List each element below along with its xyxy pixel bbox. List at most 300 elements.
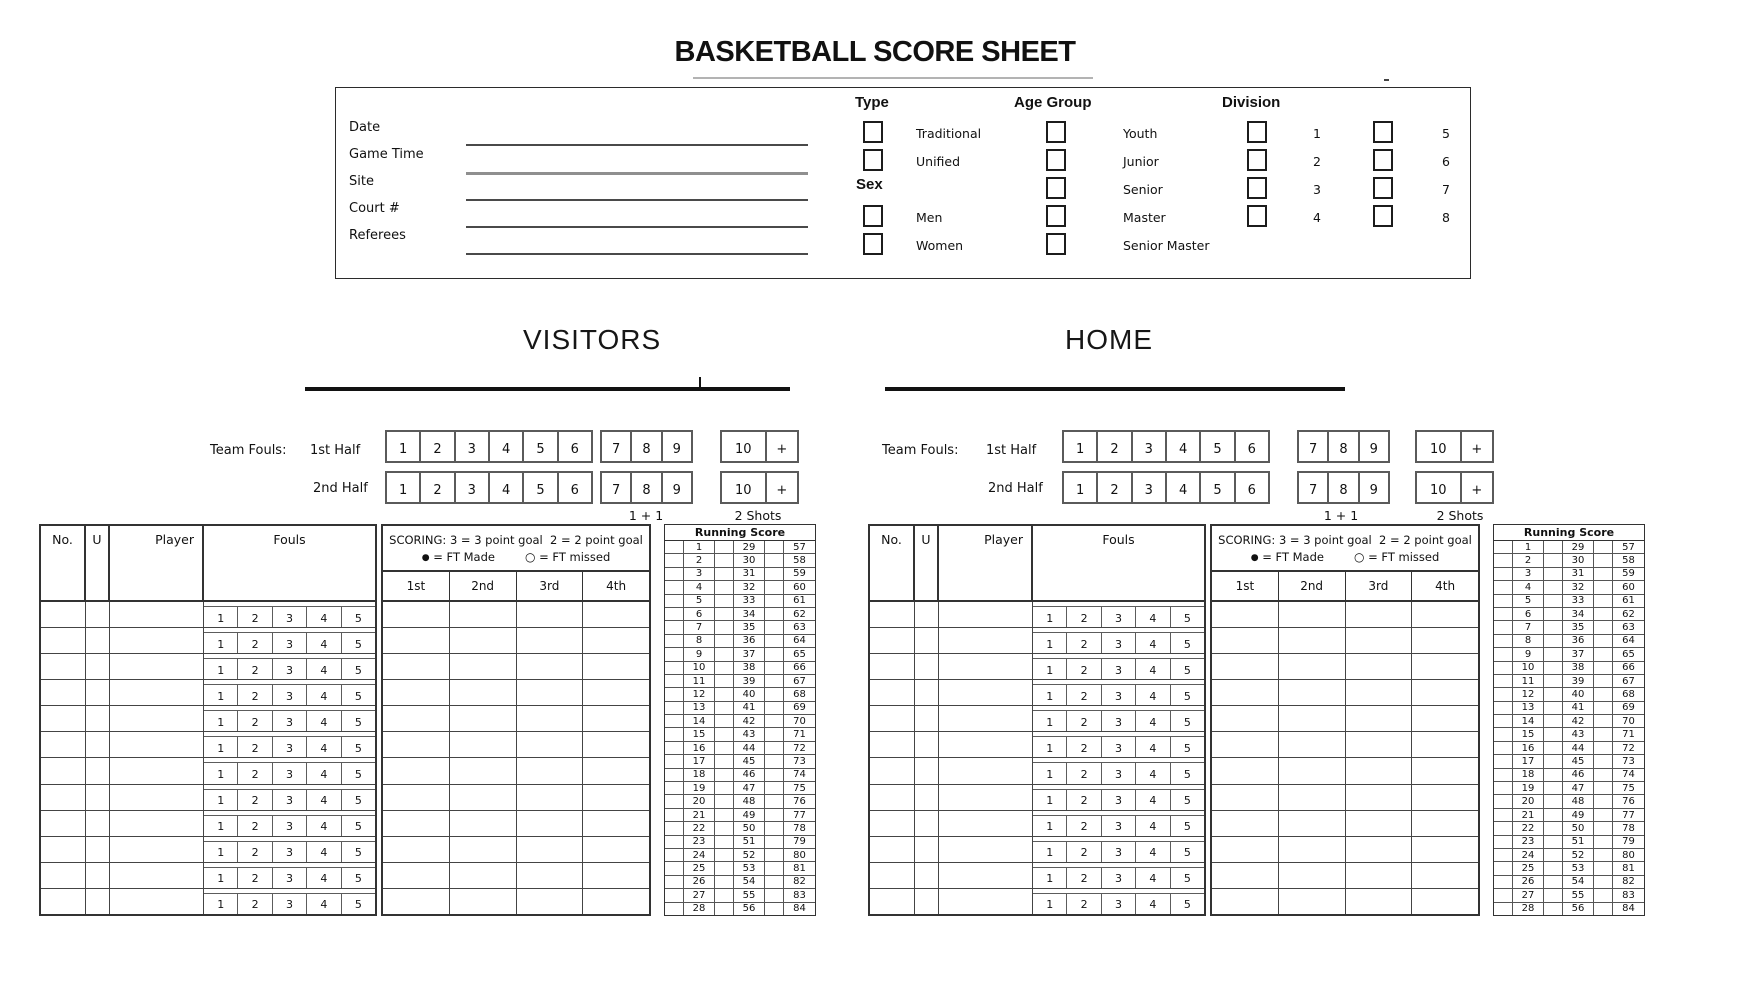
running-score-mark-cell[interactable] [1594,809,1613,821]
foul-box-2[interactable]: 2 [1067,737,1101,757]
foul-box-1[interactable]: 1 [204,737,238,757]
running-score-number[interactable]: 49 [1563,809,1594,821]
team-foul-box-2[interactable]: 2 [1096,473,1130,502]
player-name-cell[interactable] [110,837,204,862]
unified-cell[interactable] [915,602,939,627]
foul-box-3[interactable]: 3 [1102,659,1136,679]
running-score-number[interactable]: 51 [734,836,765,848]
game-time-field[interactable] [466,172,808,175]
foul-box-1[interactable]: 1 [204,790,238,810]
running-score-mark-cell[interactable] [1494,876,1513,888]
men-checkbox[interactable] [863,205,883,227]
running-score-mark-cell[interactable] [1544,715,1563,727]
team-foul-box-4[interactable]: 4 [488,473,522,502]
running-score-mark-cell[interactable] [1544,635,1563,647]
running-score-number[interactable]: 65 [793,648,806,660]
running-score-number[interactable]: 24 [684,849,715,861]
foul-box-1[interactable]: 1 [204,763,238,783]
running-score-mark-cell[interactable] [665,809,684,821]
score-entry-cell[interactable] [383,758,450,783]
team-foul-box-6[interactable]: 6 [1234,432,1268,461]
score-entry-cell[interactable] [383,811,450,836]
running-score-number[interactable]: 76 [1622,796,1635,808]
running-score-number[interactable]: 21 [684,809,715,821]
foul-box-3[interactable]: 3 [1102,763,1136,783]
running-score-mark-cell[interactable] [1594,621,1613,633]
running-score-mark-cell[interactable] [765,581,784,593]
running-score-mark-cell[interactable] [1594,608,1613,620]
running-score-number[interactable]: 3 [684,568,715,580]
court-number-field[interactable] [466,226,808,228]
running-score-mark-cell[interactable] [1544,809,1563,821]
score-entry-cell[interactable] [1212,889,1279,914]
foul-box-2[interactable]: 2 [1067,842,1101,862]
score-entry-cell[interactable] [383,706,450,731]
running-score-number[interactable]: 66 [793,662,806,674]
score-entry-cell[interactable] [1346,785,1413,810]
score-entry-cell[interactable] [583,758,649,783]
score-entry-cell[interactable] [1212,785,1279,810]
foul-box-2[interactable]: 2 [238,607,272,627]
player-number-cell[interactable] [870,602,915,627]
running-score-number[interactable]: 43 [734,728,765,740]
player-number-cell[interactable] [41,889,86,914]
player-name-cell[interactable] [939,602,1033,627]
foul-box-4[interactable]: 4 [1136,763,1170,783]
foul-box-2[interactable]: 2 [238,659,272,679]
running-score-mark-cell[interactable] [1594,782,1613,794]
foul-box-4[interactable]: 4 [307,868,341,888]
team-foul-box-2[interactable]: 2 [419,432,453,461]
running-score-mark-cell[interactable] [765,876,784,888]
running-score-number[interactable]: 25 [1513,862,1544,874]
running-score-mark-cell[interactable] [1594,675,1613,687]
running-score-number[interactable]: 58 [1622,555,1635,567]
running-score-mark-cell[interactable] [1494,581,1513,593]
team-foul-box-10[interactable]: 10 [735,442,752,457]
score-entry-cell[interactable] [1212,680,1279,705]
running-score-mark-cell[interactable] [665,608,684,620]
running-score-number[interactable]: 68 [1622,688,1635,700]
foul-box-4[interactable]: 4 [1136,868,1170,888]
player-name-cell[interactable] [110,654,204,679]
running-score-number[interactable]: 22 [684,822,715,834]
foul-box-2[interactable]: 2 [1067,816,1101,836]
senior-checkbox[interactable] [1046,177,1066,199]
running-score-mark-cell[interactable] [1494,608,1513,620]
running-score-mark-cell[interactable] [665,782,684,794]
running-score-number[interactable]: 56 [734,903,765,915]
score-entry-cell[interactable] [1346,863,1413,888]
running-score-mark-cell[interactable] [765,554,784,566]
foul-box-1[interactable]: 1 [1033,659,1067,679]
player-name-cell[interactable] [939,837,1033,862]
score-entry-cell[interactable] [583,680,649,705]
running-score-mark-cell[interactable] [1544,662,1563,674]
running-score-number[interactable]: 57 [1622,541,1635,553]
score-entry-cell[interactable] [583,654,649,679]
running-score-mark-cell[interactable] [1494,822,1513,834]
team-foul-box-+[interactable]: + [1460,473,1492,502]
score-entry-cell[interactable] [1279,680,1346,705]
player-number-cell[interactable] [41,602,86,627]
running-score-number[interactable]: 84 [1622,903,1635,915]
score-entry-cell[interactable] [450,811,517,836]
running-score-number[interactable]: 63 [1622,622,1635,634]
running-score-mark-cell[interactable] [1594,595,1613,607]
unified-cell[interactable] [915,628,939,653]
running-score-number[interactable]: 9 [1513,648,1544,660]
foul-box-2[interactable]: 2 [238,816,272,836]
team-foul-box-6[interactable]: 6 [1234,473,1268,502]
foul-box-2[interactable]: 2 [238,763,272,783]
running-score-mark-cell[interactable] [1594,889,1613,901]
score-entry-cell[interactable] [1212,837,1279,862]
foul-box-1[interactable]: 1 [1033,763,1067,783]
team-foul-box-+[interactable]: + [765,473,797,502]
score-entry-cell[interactable] [1346,706,1413,731]
youth-checkbox[interactable] [1046,121,1066,143]
foul-box-1[interactable]: 1 [204,842,238,862]
running-score-mark-cell[interactable] [1544,595,1563,607]
foul-box-5[interactable]: 5 [1183,820,1191,834]
score-entry-cell[interactable] [1279,628,1346,653]
unified-cell[interactable] [915,837,939,862]
foul-box-3[interactable]: 3 [1102,816,1136,836]
unified-cell[interactable] [915,889,939,914]
score-entry-cell[interactable] [1412,863,1478,888]
running-score-number[interactable]: 74 [1622,769,1635,781]
player-name-cell[interactable] [939,785,1033,810]
running-score-number[interactable]: 46 [734,769,765,781]
running-score-mark-cell[interactable] [715,862,734,874]
running-score-mark-cell[interactable] [1494,662,1513,674]
team-foul-box-4[interactable]: 4 [1165,432,1199,461]
running-score-number[interactable]: 24 [1513,849,1544,861]
running-score-number[interactable]: 48 [1563,795,1594,807]
running-score-number[interactable]: 19 [684,782,715,794]
player-number-cell[interactable] [41,837,86,862]
running-score-number[interactable]: 20 [1513,795,1544,807]
running-score-mark-cell[interactable] [765,755,784,767]
unified-cell[interactable] [86,811,110,836]
running-score-mark-cell[interactable] [1544,554,1563,566]
team-foul-box-+[interactable]: + [1460,432,1492,461]
score-entry-cell[interactable] [383,680,450,705]
player-name-cell[interactable] [110,732,204,757]
running-score-mark-cell[interactable] [715,702,734,714]
running-score-mark-cell[interactable] [665,621,684,633]
foul-box-3[interactable]: 3 [273,659,307,679]
running-score-mark-cell[interactable] [1544,648,1563,660]
running-score-number[interactable]: 67 [793,675,806,687]
score-entry-cell[interactable] [583,785,649,810]
foul-box-5[interactable]: 5 [354,768,362,781]
running-score-number[interactable]: 34 [734,608,765,620]
score-entry-cell[interactable] [1346,889,1413,914]
team-foul-box-5[interactable]: 5 [1199,432,1233,461]
team-foul-box-10[interactable]: 10 [1430,442,1447,457]
running-score-mark-cell[interactable] [1594,635,1613,647]
running-score-number[interactable]: 61 [1622,595,1635,607]
running-score-mark-cell[interactable] [715,836,734,848]
score-entry-cell[interactable] [1412,889,1478,914]
foul-box-3[interactable]: 3 [1102,790,1136,810]
running-score-mark-cell[interactable] [1544,876,1563,888]
score-entry-cell[interactable] [450,732,517,757]
running-score-number[interactable]: 60 [793,581,806,593]
team-foul-box-3[interactable]: 3 [454,473,488,502]
running-score-mark-cell[interactable] [715,849,734,861]
foul-box-2[interactable]: 2 [238,685,272,705]
running-score-mark-cell[interactable] [665,903,684,915]
running-score-mark-cell[interactable] [665,755,684,767]
foul-box-3[interactable]: 3 [273,894,307,914]
running-score-number[interactable]: 34 [1563,608,1594,620]
foul-box-3[interactable]: 3 [273,868,307,888]
score-entry-cell[interactable] [517,680,584,705]
running-score-number[interactable]: 26 [684,876,715,888]
score-entry-cell[interactable] [583,628,649,653]
running-score-number[interactable]: 28 [684,903,715,915]
running-score-number[interactable]: 18 [1513,769,1544,781]
running-score-mark-cell[interactable] [665,889,684,901]
foul-box-2[interactable]: 2 [1067,868,1101,888]
score-entry-cell[interactable] [517,628,584,653]
running-score-number[interactable]: 65 [1622,648,1635,660]
foul-box-2[interactable]: 2 [1067,607,1101,627]
foul-box-2[interactable]: 2 [1067,790,1101,810]
running-score-number[interactable]: 8 [684,635,715,647]
foul-box-5[interactable]: 5 [1183,637,1191,651]
running-score-number[interactable]: 45 [1563,755,1594,767]
score-entry-cell[interactable] [450,628,517,653]
unified-cell[interactable] [86,628,110,653]
foul-box-4[interactable]: 4 [307,763,341,783]
running-score-mark-cell[interactable] [1594,862,1613,874]
foul-box-1[interactable]: 1 [204,633,238,653]
running-score-mark-cell[interactable] [1544,769,1563,781]
score-entry-cell[interactable] [1346,602,1413,627]
foul-box-2[interactable]: 2 [1067,894,1101,914]
running-score-number[interactable]: 68 [793,688,806,700]
team-foul-box-1[interactable]: 1 [399,442,408,457]
running-score-mark-cell[interactable] [1544,608,1563,620]
running-score-number[interactable]: 79 [1622,836,1635,848]
running-score-mark-cell[interactable] [665,675,684,687]
running-score-number[interactable]: 73 [1622,755,1635,767]
running-score-mark-cell[interactable] [765,809,784,821]
foul-box-4[interactable]: 4 [1136,737,1170,757]
division-7-checkbox[interactable] [1373,177,1393,199]
foul-box-3[interactable]: 3 [273,737,307,757]
site-field[interactable] [466,199,808,201]
foul-box-5[interactable]: 5 [354,663,362,677]
running-score-mark-cell[interactable] [1544,728,1563,740]
player-number-cell[interactable] [870,811,915,836]
score-entry-cell[interactable] [1279,785,1346,810]
foul-box-4[interactable]: 4 [1136,816,1170,836]
running-score-mark-cell[interactable] [1594,702,1613,714]
team-foul-box-10[interactable]: 10 [1430,483,1447,498]
running-score-number[interactable]: 2 [684,554,715,566]
score-entry-cell[interactable] [1279,706,1346,731]
player-number-cell[interactable] [870,680,915,705]
foul-box-5[interactable]: 5 [354,741,362,755]
running-score-number[interactable]: 79 [793,836,806,848]
score-entry-cell[interactable] [517,602,584,627]
foul-box-3[interactable]: 3 [273,685,307,705]
team-name-line[interactable] [305,387,790,391]
running-score-mark-cell[interactable] [1494,836,1513,848]
foul-box-5[interactable]: 5 [354,794,362,808]
women-checkbox[interactable] [863,233,883,255]
running-score-mark-cell[interactable] [765,903,784,915]
player-number-cell[interactable] [41,706,86,731]
score-entry-cell[interactable] [450,837,517,862]
foul-box-4[interactable]: 4 [1136,607,1170,627]
running-score-number[interactable]: 80 [1622,849,1635,861]
running-score-mark-cell[interactable] [1594,581,1613,593]
running-score-mark-cell[interactable] [765,621,784,633]
running-score-mark-cell[interactable] [715,635,734,647]
division-2-checkbox[interactable] [1247,149,1267,171]
player-number-cell[interactable] [870,785,915,810]
running-score-number[interactable]: 59 [1622,568,1635,580]
running-score-mark-cell[interactable] [1494,769,1513,781]
running-score-mark-cell[interactable] [665,876,684,888]
score-entry-cell[interactable] [517,863,584,888]
player-number-cell[interactable] [41,785,86,810]
running-score-number[interactable]: 49 [734,809,765,821]
foul-box-3[interactable]: 3 [1102,894,1136,914]
running-score-mark-cell[interactable] [715,755,734,767]
running-score-number[interactable]: 75 [1622,782,1635,794]
running-score-mark-cell[interactable] [715,568,734,580]
running-score-number[interactable]: 27 [684,889,715,901]
foul-box-5[interactable]: 5 [1183,689,1191,703]
player-name-cell[interactable] [110,602,204,627]
player-name-cell[interactable] [939,889,1033,914]
running-score-number[interactable]: 41 [1563,702,1594,714]
score-entry-cell[interactable] [1412,732,1478,757]
running-score-number[interactable]: 54 [1563,876,1594,888]
running-score-mark-cell[interactable] [1544,541,1563,553]
team-foul-box-1[interactable]: 1 [399,483,408,498]
foul-box-4[interactable]: 4 [1136,842,1170,862]
running-score-mark-cell[interactable] [765,769,784,781]
team-foul-box-2[interactable]: 2 [419,473,453,502]
unified-cell[interactable] [86,654,110,679]
foul-box-3[interactable]: 3 [1102,842,1136,862]
foul-box-1[interactable]: 1 [1033,868,1067,888]
running-score-mark-cell[interactable] [1544,782,1563,794]
score-entry-cell[interactable] [450,863,517,888]
foul-box-2[interactable]: 2 [238,633,272,653]
foul-box-1[interactable]: 1 [1033,711,1067,731]
running-score-mark-cell[interactable] [665,715,684,727]
unified-cell[interactable] [915,680,939,705]
foul-box-2[interactable]: 2 [238,894,272,914]
running-score-mark-cell[interactable] [665,581,684,593]
foul-box-4[interactable]: 4 [1136,633,1170,653]
running-score-mark-cell[interactable] [1494,554,1513,566]
running-score-mark-cell[interactable] [1544,862,1563,874]
running-score-number[interactable]: 10 [1513,662,1544,674]
running-score-number[interactable]: 78 [793,822,806,834]
running-score-number[interactable]: 27 [1513,889,1544,901]
foul-box-4[interactable]: 4 [307,790,341,810]
score-entry-cell[interactable] [1212,732,1279,757]
running-score-mark-cell[interactable] [765,675,784,687]
score-entry-cell[interactable] [1212,863,1279,888]
player-name-cell[interactable] [110,680,204,705]
running-score-number[interactable]: 39 [1563,675,1594,687]
running-score-mark-cell[interactable] [1494,728,1513,740]
unified-cell[interactable] [915,654,939,679]
running-score-mark-cell[interactable] [1594,688,1613,700]
team-foul-box-9[interactable]: 9 [661,432,691,461]
score-entry-cell[interactable] [1279,837,1346,862]
player-number-cell[interactable] [41,654,86,679]
running-score-mark-cell[interactable] [1494,715,1513,727]
player-name-cell[interactable] [939,706,1033,731]
running-score-number[interactable]: 15 [1513,728,1544,740]
score-entry-cell[interactable] [1279,602,1346,627]
running-score-number[interactable]: 9 [684,648,715,660]
running-score-mark-cell[interactable] [665,554,684,566]
running-score-mark-cell[interactable] [665,635,684,647]
running-score-number[interactable]: 81 [793,863,806,875]
score-entry-cell[interactable] [583,811,649,836]
score-entry-cell[interactable] [1412,706,1478,731]
player-number-cell[interactable] [41,758,86,783]
running-score-number[interactable]: 19 [1513,782,1544,794]
running-score-number[interactable]: 26 [1513,876,1544,888]
team-foul-box-+[interactable]: + [765,432,797,461]
foul-box-4[interactable]: 4 [1136,711,1170,731]
running-score-mark-cell[interactable] [1494,862,1513,874]
foul-box-5[interactable]: 5 [1183,872,1191,886]
running-score-number[interactable]: 18 [684,769,715,781]
running-score-mark-cell[interactable] [665,662,684,674]
running-score-number[interactable]: 47 [734,782,765,794]
running-score-number[interactable]: 38 [1563,662,1594,674]
score-entry-cell[interactable] [450,706,517,731]
foul-box-5[interactable]: 5 [1183,794,1191,808]
running-score-number[interactable]: 36 [734,635,765,647]
running-score-number[interactable]: 11 [1513,675,1544,687]
foul-box-4[interactable]: 4 [1136,685,1170,705]
running-score-mark-cell[interactable] [1544,742,1563,754]
unified-cell[interactable] [915,732,939,757]
foul-box-4[interactable]: 4 [307,633,341,653]
foul-box-3[interactable]: 3 [273,790,307,810]
running-score-number[interactable]: 42 [1563,715,1594,727]
unified-cell[interactable] [86,837,110,862]
team-foul-box-5[interactable]: 5 [522,473,556,502]
score-entry-cell[interactable] [1279,758,1346,783]
foul-box-1[interactable]: 1 [1033,737,1067,757]
score-entry-cell[interactable] [450,602,517,627]
score-entry-cell[interactable] [383,889,450,914]
player-name-cell[interactable] [110,863,204,888]
running-score-mark-cell[interactable] [1494,903,1513,915]
running-score-mark-cell[interactable] [715,889,734,901]
running-score-number[interactable]: 64 [1622,635,1635,647]
running-score-number[interactable]: 6 [684,608,715,620]
running-score-number[interactable]: 75 [793,782,806,794]
